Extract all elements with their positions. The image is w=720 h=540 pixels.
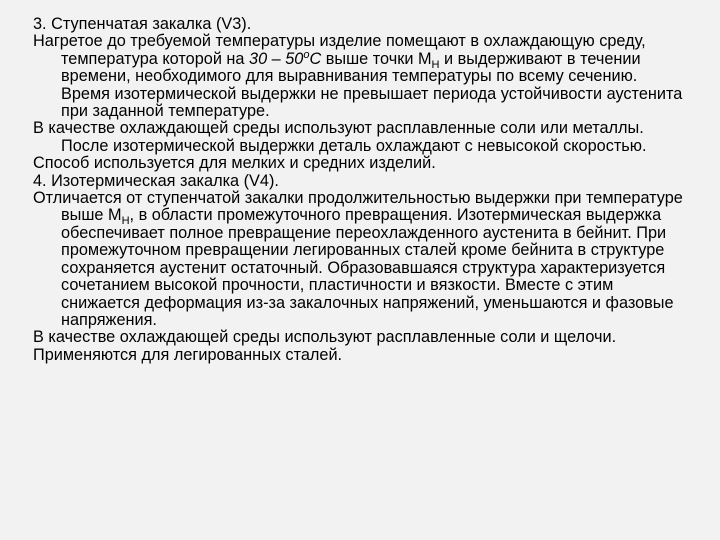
paragraph-cooling-medium-2: В качестве охлаждающей среды используют расплавленные соли и щелочи. bbox=[33, 328, 617, 347]
paragraph-usage: Способ используется для мелких и средних изделий. bbox=[33, 154, 436, 173]
heading-step-quenching: 3. Ступенчатая закалка (V3). bbox=[33, 15, 252, 33]
text-segment: Отличается от ступенчатой закалки продолжительностью выдержки при температуре выше М bbox=[33, 189, 683, 225]
paragraph-isothermal-description bbox=[33, 190, 683, 329]
text-segment: и выдерживают в течении времени, необходимого для выравнивания температуры по всему сечению. Время изотермической выдержки не превышает периода устойчивости аустенита при заданной температуре. bbox=[61, 49, 683, 121]
slide-text-body bbox=[33, 16, 683, 364]
text-segment: выше точки М bbox=[321, 49, 432, 68]
text-segment: , в области промежуточного превращения. Изотермическая выдержка обеспечивает полное превращение переохлажденного аустенита в бейнит. При промежуточном превращении легированных сталей кроме бейнита в структуре сохраняется аустенит остаточный. Образовавшаяся структура характеризуется сочетанием высокой прочности, пластичности и вязкости. Вместе с этим снижается деформация из-за закалочных напряжений, уменьшаются и фазовые напряжения. bbox=[61, 206, 674, 329]
temperature-range: 30 – 50 bbox=[249, 49, 304, 68]
celsius-unit: C bbox=[309, 49, 322, 68]
subscript-n: Н bbox=[431, 58, 440, 71]
subscript-n: Н bbox=[121, 215, 130, 228]
paragraph-cooling-medium: В качестве охлаждающей среды используют расплавленные соли или металлы. После изотермической выдержки деталь охлаждают с невысокой скоростью. bbox=[33, 119, 647, 155]
paragraph-application: Применяются для легированных сталей. bbox=[33, 345, 343, 364]
heading-isothermal-quenching: 4. Изотермическая закалка (V4). bbox=[33, 171, 279, 190]
degree-symbol: o bbox=[303, 48, 310, 61]
text-segment: Нагретое до требуемой температуры изделие помещают в охлаждающую среду, температура которой на bbox=[33, 32, 646, 68]
paragraph-step-quenching-description bbox=[33, 33, 683, 120]
